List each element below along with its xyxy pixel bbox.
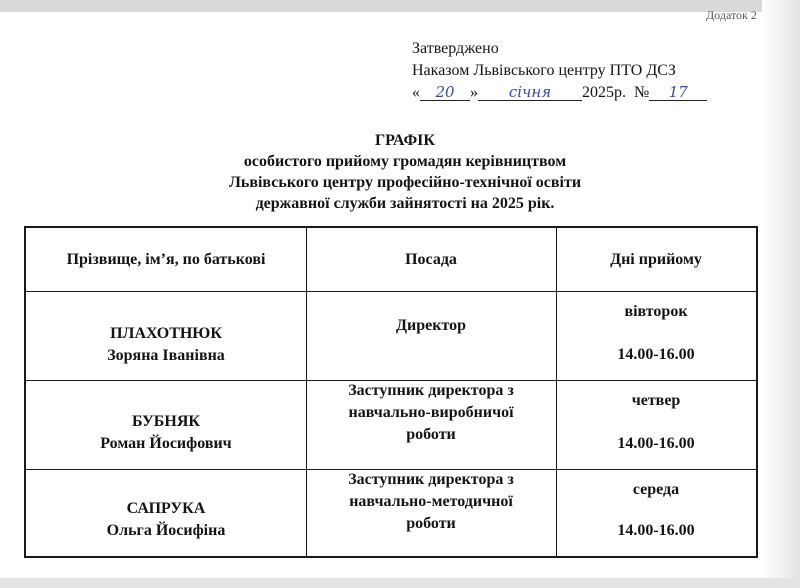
row-2-reception	[556, 380, 756, 469]
quote-open: «	[412, 84, 420, 101]
annex-label: Додаток 2	[706, 8, 757, 22]
header-reception-days: Дні прийому	[610, 250, 702, 268]
row-2-hours: 14.00-16.00	[617, 435, 695, 452]
number-sign: №	[634, 84, 650, 101]
year-text: 2025р.	[582, 84, 626, 101]
heading-line-4: державної служби зайнятості на 2025 рік.	[255, 195, 555, 212]
row-1-surname: ПЛАХОТНЮК	[110, 324, 222, 342]
row-2-given-names: Роман Йосифович	[100, 434, 232, 452]
handwritten-order-number: 17	[649, 84, 707, 101]
row-1-name	[26, 291, 306, 380]
scan-top-edge	[0, 0, 800, 12]
handwritten-day: 20	[420, 84, 470, 101]
approval-line-1: Затверджено	[412, 40, 499, 57]
document-heading	[180, 130, 630, 214]
approval-line-2: Наказом Львівського центру ПТО ДСЗ	[412, 62, 676, 79]
row-2-day: четвер	[631, 392, 681, 409]
row-3-day: середа	[632, 481, 680, 498]
quote-close: »	[470, 84, 478, 101]
row-1-position: Директор	[396, 317, 466, 334]
row-3-surname: САПРУКА	[126, 499, 206, 517]
row-3-reception	[556, 469, 756, 556]
row-1-reception	[556, 291, 756, 380]
row-2-name	[26, 380, 306, 469]
heading-line-3: Львівського центру професійно-технічної освіти	[228, 174, 582, 191]
heading-line-2: особистого прийому громадян керівництвом	[243, 153, 567, 170]
approval-line-3	[412, 82, 707, 104]
row-2-surname: БУБНЯК	[132, 412, 200, 430]
row-3-name	[26, 469, 306, 556]
header-name: Прізвище, ім’я, по батькові	[66, 250, 266, 268]
row-1-hours: 14.00-16.00	[617, 346, 695, 363]
row-3-given-names: Ольга Йосифіна	[106, 521, 226, 539]
row-3-hours: 14.00-16.00	[617, 522, 695, 539]
scan-right-edge	[762, 0, 800, 588]
reception-schedule-table	[24, 226, 758, 558]
row-3-position: Заступник директора з навчально-методичної роботи	[348, 471, 514, 532]
row-2-position: Заступник директора з навчально-виробничої роботи	[348, 382, 514, 443]
scan-bottom-edge	[0, 578, 800, 588]
handwritten-month: січня	[478, 84, 582, 101]
header-position: Посада	[405, 250, 457, 268]
row-1-day: вівторок	[624, 303, 688, 320]
row-1-given-names: Зоряна Іванівна	[107, 346, 225, 364]
heading-title: ГРАФІК	[374, 132, 436, 149]
approval-block	[412, 38, 707, 104]
